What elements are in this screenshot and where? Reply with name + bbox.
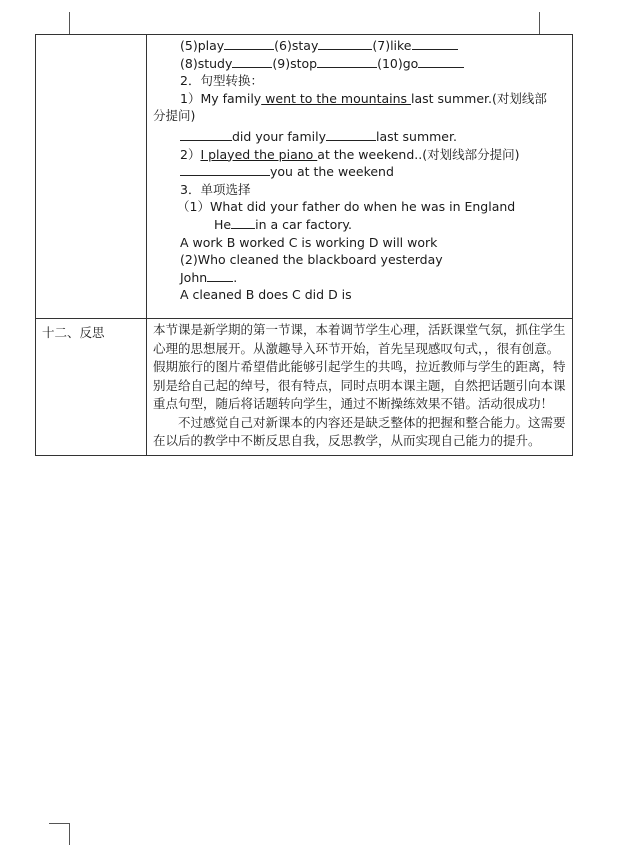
reflection-paragraph-1: 本节课是新学期的第一节课，本着调节学生心理，活跃课堂气氛，抓住学生心理的思想展开。从激趣导入环节开始，首先呈现感叹句式，，很有创意。假期旅行的图片希望借此能够引起学生的共鸣，拉近教师与学生的距离，特别是给自己起的绰号，很有特点，同时点明本课主题，自然把话题引向本课重点句型，随后将话题转向学生，通过不断操练效果不错。活动很成功！ — [153, 321, 566, 412]
reflection-paragraph-2: 不过感觉自己对新课本的内容还是缺乏整体的把握和整合能力。这需要在以后的教学中不断反思自我，反思教学，从而实现自己能力的提升。 — [153, 414, 566, 449]
fill-blank-row-2: (8)study (9)stop (10)go — [153, 55, 566, 73]
crop-mark-top-right — [539, 12, 540, 34]
reflection-label: 十二、反思 — [36, 318, 147, 455]
crop-mark-bottom-left-v — [69, 823, 70, 845]
reflection-content-cell — [147, 318, 573, 455]
section-2-heading: 2．句型转换： — [180, 73, 263, 89]
transform-question-1-cont: 分提问) — [153, 108, 196, 124]
transform-question-1: 1）My family went to the mountains last summer.(对划线部 — [180, 90, 547, 106]
section-3-heading: 3．单项选择 — [180, 181, 251, 197]
mc-question-2: (2)Who cleaned the blackboard yesterday — [180, 252, 443, 268]
mc-question-1-stem: He in a car factory. — [214, 216, 352, 232]
exercise-label-cell — [36, 35, 147, 319]
transform-answer-1: did your family last summer. — [153, 128, 566, 146]
fill-blank-row-1: (5)play (6)stay (7)like — [153, 37, 566, 55]
mc-question-2-stem: John . — [180, 269, 238, 285]
reflection-row — [36, 318, 573, 455]
exercise-content-cell — [147, 35, 573, 319]
crop-mark-top-left — [69, 12, 70, 34]
transform-question-2: 2）I played the piano at the weekend..(对划线部分提问) — [180, 146, 520, 162]
mc-options-2: A cleaned B does C did D is — [180, 287, 352, 303]
transform-answer-2: you at the weekend — [153, 163, 566, 181]
mc-question-1: （1）What did your father do when he was in England — [177, 199, 516, 215]
crop-mark-bottom-left-h — [49, 823, 70, 824]
mc-options-1: A work B worked C is working D will work — [180, 234, 438, 250]
lesson-plan-table — [35, 34, 573, 456]
exercise-row — [36, 35, 573, 319]
